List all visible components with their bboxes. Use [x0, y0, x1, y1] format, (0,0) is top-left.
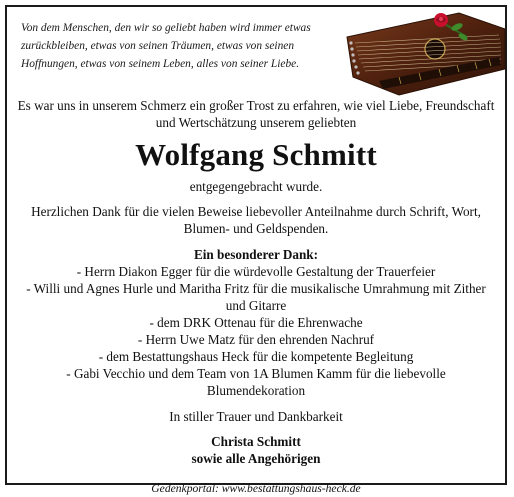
list-item: - Herrn Diakon Egger für die würdevolle Gestaltung der Trauerfeier [76, 264, 436, 279]
list-item: - dem Bestattungshaus Heck für die kompetente Begleitung [98, 349, 414, 364]
special-thanks-list [17, 263, 495, 399]
special-thanks-heading: Ein besonderer Dank: [193, 247, 319, 262]
zither-rose-image [339, 7, 509, 97]
general-thanks-text: Herzlichen Dank für die vielen Beweise liebevoller Anteilnahme durch Schrift, Wort, Blumen- und Geldspenden. [31, 204, 481, 236]
obituary-card [5, 5, 507, 495]
list-item: - Herrn Uwe Matz für den ehrenden Nachruf [137, 332, 375, 347]
memorial-quote: Von dem Menschen, den wir so geliebt haben wird immer etwas zurückbleiben, etwas von seinen Träumen, etwas von seinen Hoffnungen, etwas von seinem Leben, alles von seiner Liebe. [21, 22, 311, 70]
list-item: - Gabi Vecchio und dem Team von 1A Blumen Kamm für die liebevolle Blumendekoration [66, 366, 446, 398]
thanks-body [17, 97, 495, 497]
deceased-name: Wolfgang Schmitt [135, 137, 377, 172]
list-item: - Willi und Agnes Hurle und Maritha Fritz für die musikalische Umrahmung mit Zither und Gitarre [26, 281, 486, 313]
brought-text: entgegengebracht wurde. [189, 179, 323, 194]
relatives-text: sowie alle Angehörigen [191, 451, 321, 466]
intro-text: Es war uns in unserem Schmerz ein großer Trost zu erfahren, wie viel Liebe, Freundschaft und Wertschätzung unserem geliebten [17, 98, 495, 130]
signer-name: Christa Schmitt [211, 434, 301, 449]
closing-text: In stiller Trauer und Dankbarkeit [169, 409, 343, 424]
list-item: - dem DRK Ottenau für die Ehrenwache [149, 315, 363, 330]
memorial-portal-link[interactable]: Gedenkportal: www.bestattungshaus-heck.de [151, 482, 361, 495]
